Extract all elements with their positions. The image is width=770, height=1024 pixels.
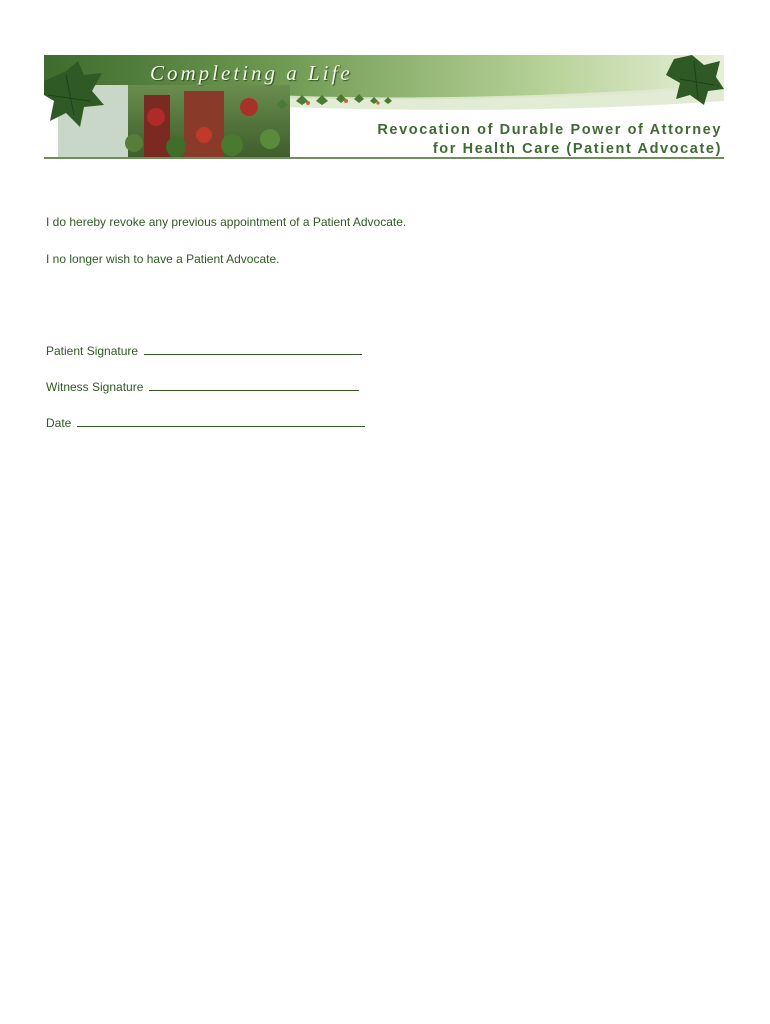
date-row [46,414,365,430]
header-banner [44,55,724,161]
witness-signature-line[interactable] [149,378,359,391]
patient-signature-line[interactable] [144,342,362,355]
revocation-statement: I do hereby revoke any previous appointment of a Patient Advocate. [46,215,407,229]
witness-signature-row [46,378,359,394]
date-label: Date [46,416,72,430]
patient-signature-label: Patient Signature [46,344,139,358]
brand-title: Completing a Life [150,61,353,85]
title-line-1: Revocation of Durable Power of Attorney [377,122,722,138]
no-advocate-statement: I no longer wish to have a Patient Advocate. [46,252,280,266]
patient-signature-row [46,342,362,358]
title-line-2: for Health Care (Patient Advocate) [432,141,722,157]
date-line[interactable] [77,414,365,427]
document-title [377,121,722,159]
witness-signature-label: Witness Signature [46,380,144,394]
